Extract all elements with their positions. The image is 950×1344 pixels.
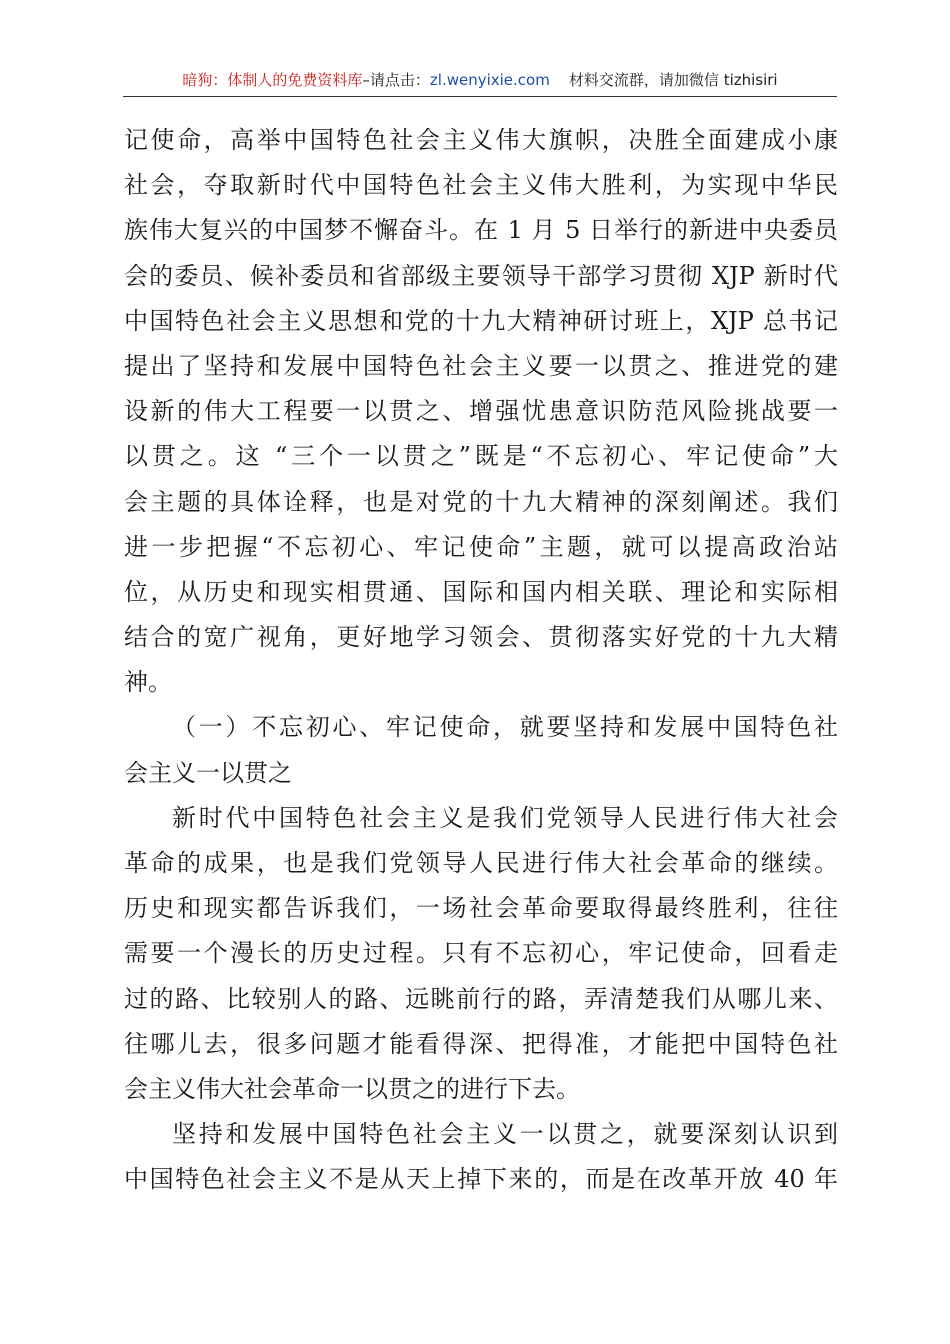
text-line: 族伟大复兴的中国梦不懈奋斗。在 1 月 5 日举行的新进中央委员	[124, 216, 838, 245]
text-line: 设新的伟大工程要一以贯之、增强忧患意识防范风险挑战要一	[124, 397, 838, 426]
page-header	[123, 66, 837, 97]
text-line: 坚持和发展中国特色社会主义一以贯之，就要深刻认识到	[172, 1120, 838, 1149]
text-line: 中国特色社会主义不是从天上掉下来的，而是在改革开放 40 年	[124, 1165, 838, 1194]
text-line: 过的路、比较别人的路、远眺前行的路，弄清楚我们从哪儿来、	[124, 984, 838, 1013]
text-line: 神。	[124, 668, 172, 697]
header-group-text: 材料交流群，请加微信 tizhisiri	[568, 71, 778, 89]
document-body	[124, 118, 838, 1203]
text-line: 需要一个漫长的历史过程。只有不忘初心，牢记使命，回看走	[124, 939, 838, 968]
text-line: 位，从历史和现实相贯通、国际和国内相关联、理论和实际相	[124, 577, 838, 606]
header-link[interactable]: zl.wenyixie.com	[429, 71, 550, 89]
header-click-prompt: –请点击：	[362, 71, 430, 89]
section-heading: （一）不忘初心、牢记使命，就要坚持和发展中国特色社	[172, 713, 838, 742]
text-line: 会的委员、候补委员和省部级主要领导干部学习贯彻 XJP 新时代	[124, 261, 838, 290]
text-line: 提出了坚持和发展中国特色社会主义要一以贯之、推进党的建	[124, 351, 838, 380]
text-line: 社会，夺取新时代中国特色社会主义伟大胜利，为实现中华民	[124, 171, 838, 200]
text-line: 中国特色社会主义思想和党的十九大精神研讨班上，XJP 总书记	[124, 306, 838, 335]
text-line: 会主义伟大社会革命一以贯之的进行下去。	[124, 1074, 580, 1103]
text-line: 结合的宽广视角，更好地学习领会、贯彻落实好党的十九大精	[124, 623, 838, 652]
text-line: 会主题的具体诠释，也是对党的十九大精神的深刻阐述。我们	[124, 487, 838, 516]
text-line: 往哪儿去，很多问题才能看得深、把得准，才能把中国特色社	[124, 1029, 838, 1058]
text-line: 历史和现实都告诉我们，一场社会革命要取得最终胜利，往往	[124, 894, 838, 923]
text-line: 以贯之。这 “三个一以贯之”既是“不忘初心、牢记使命”大	[124, 442, 838, 471]
text-line: 记使命，高举中国特色社会主义伟大旗帜，决胜全面建成小康	[124, 126, 838, 154]
header-site-name: 暗狗：体制人的免费资料库	[182, 71, 363, 89]
text-line: 新时代中国特色社会主义是我们党领导人民进行伟大社会	[172, 803, 838, 832]
section-heading-cont: 会主义一以贯之	[124, 758, 292, 787]
text-line: 进一步把握“不忘初心、牢记使命”主题，就可以提高政治站	[124, 532, 838, 561]
text-line: 革命的成果，也是我们党领导人民进行伟大社会革命的继续。	[124, 849, 838, 877]
